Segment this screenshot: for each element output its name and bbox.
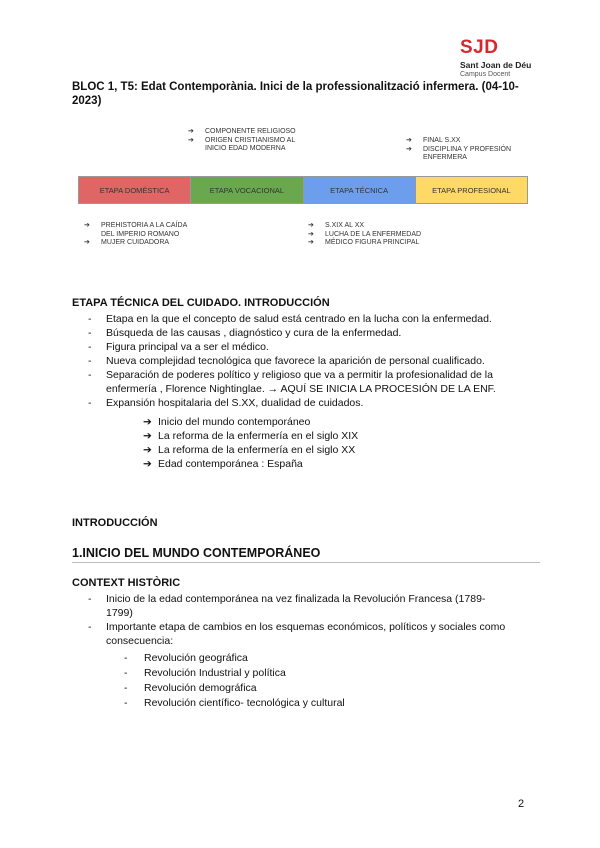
sub-item: - Revolución científico- tecnológica y cultural xyxy=(124,697,345,709)
sub-item: ➔ La reforma de la enfermería en el siglo XIX xyxy=(143,430,359,442)
note-top-left: ➔ COMPONENTE RELIGIOSO ➔ ORIGEN CRISTIANISMO AL INICIO EDAD MODERNA xyxy=(188,128,296,152)
note-line: MÉDICO FIGURA PRINCIPAL xyxy=(325,239,420,246)
note-line: ORIGEN CRISTIANISMO AL xyxy=(205,136,296,144)
note-top-right: ➔ FINAL S.XX ➔ DISCIPLINA Y PROFESIÓN ENFERMERA xyxy=(406,137,512,161)
sub-item: - Revolución geográfica xyxy=(124,652,248,664)
stage-vocacional: ETAPA VOCACIONAL xyxy=(191,177,303,203)
stage-bar xyxy=(78,176,528,204)
arrow-sublist xyxy=(143,415,358,471)
note-line: DISCIPLINA Y PROFESIÓN xyxy=(423,145,512,153)
stages-diagram xyxy=(78,128,528,253)
note-line: S.XIX AL XX xyxy=(325,222,365,229)
stage-profesional: ETAPA PROFESIONAL xyxy=(416,177,527,203)
list-item: - Nueva complejidad tecnológica que favorece la aparición de personal cualificado. xyxy=(88,355,485,367)
list-item: - Importante etapa de cambios en los esquemas económicos, políticos y sociales como consecuencia: xyxy=(88,621,506,647)
note-line: INICIO EDAD MODERNA xyxy=(205,145,286,152)
note-line: LUCHA DE LA ENFERMEDAD xyxy=(325,230,422,238)
stage-domestica: ETAPA DOMÉSTICA xyxy=(79,177,191,203)
logo-line1: Sant Joan de Déu xyxy=(460,60,532,70)
sub-item: - Revolución Industrial y política xyxy=(124,667,286,679)
list-item: - Etapa en la que el concepto de salud está centrado en la lucha con la enfermedad. xyxy=(88,313,492,325)
list-item: - Búsqueda de las causas , diagnóstico y cura de la enfermedad. xyxy=(88,327,402,339)
sjd-logo xyxy=(460,38,560,79)
sub-item: ➔ Inicio del mundo contemporáneo xyxy=(143,416,311,428)
list-item: - Inicio de la edad contemporánea na vez finalizada la Revolución Francesa (1789-1799) xyxy=(88,593,486,619)
list-item: - Separación de poderes político y religioso que va a permitir la profesionalidad de la enfermería , Florence Nightinglae. → AQUÍ SE INICIA LA PROCESIÓN DE LA ENF. xyxy=(88,369,496,395)
section-heading: ETAPA TÉCNICA DEL CUIDADO. INTRODUCCIÓN xyxy=(72,297,330,309)
stage-tecnica: ETAPA TÉCNICA xyxy=(304,177,416,203)
chapter-heading: 1.INICIO DEL MUNDO CONTEMPORÁNEO xyxy=(72,546,540,563)
context-heading: CONTEXT HISTÒRIC xyxy=(72,577,181,589)
sub-item: ➔ La reforma de la enfermería en el siglo XX xyxy=(143,444,356,456)
note-bottom-left: ➔ PREHISTORIA A LA CAÍDA DEL IMPERIO ROMANO ➔ MUJER CUIDADORA xyxy=(84,222,188,246)
sub-item: ➔ Edad contemporánea : España xyxy=(143,458,303,470)
note-bottom-right: ➔ S.XIX AL XX ➔ LUCHA DE LA ENFERMEDAD ➔ MÉDICO FIGURA PRINCIPAL xyxy=(308,222,422,246)
list-item: - Figura principal va a ser el médico. xyxy=(88,341,269,353)
arrow-icon: ➔ xyxy=(143,430,152,442)
bullet-list xyxy=(88,312,543,410)
note-line: FINAL S.XX xyxy=(423,137,461,144)
note-line: MUJER CUIDADORA xyxy=(101,239,170,246)
sub-item: - Revolución demográfica xyxy=(124,682,257,694)
logo-mark: SJD xyxy=(460,37,499,58)
context-sublist xyxy=(124,651,345,711)
list-item: - Expansión hospitalaria del S.XX, dualidad de cuidados. xyxy=(88,397,364,409)
page-number: 2 xyxy=(518,798,525,810)
note-line: COMPONENTE RELIGIOSO xyxy=(205,128,296,135)
arrow-icon: ➔ xyxy=(143,458,152,470)
document-title: BLOC 1, T5: Edat Contemporània. Inici de la professionalització infermera. (04-10-2023) xyxy=(72,81,519,107)
note-line: DEL IMPERIO ROMANO xyxy=(101,230,180,238)
logo-line2: Campus Docent xyxy=(460,71,511,78)
context-bullets xyxy=(88,592,508,648)
arrow-icon: ➔ xyxy=(143,444,152,456)
note-line: PREHISTORIA A LA CAÍDA xyxy=(101,222,188,229)
note-line: ENFERMERA xyxy=(423,154,467,161)
arrow-icon: ➔ xyxy=(143,416,152,428)
intro-heading: INTRODUCCIÓN xyxy=(72,517,158,529)
